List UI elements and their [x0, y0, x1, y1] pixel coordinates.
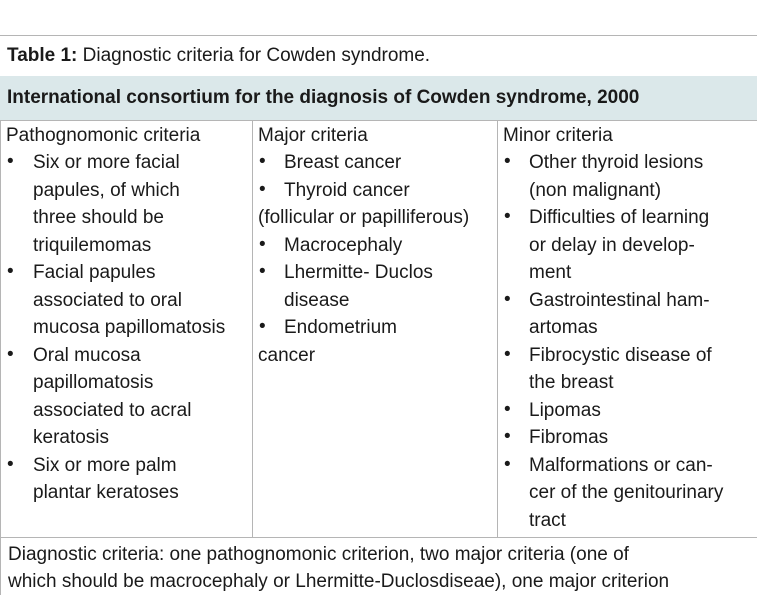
bullet-icon: • [7, 261, 14, 282]
column-major [252, 121, 498, 537]
list-item-line: tract [529, 510, 566, 531]
caption-label: Table 1: [7, 45, 78, 66]
column-title-major: Major criteria [258, 125, 368, 146]
caption-text: Diagnostic criteria for Cowden syndrome. [77, 45, 431, 66]
list-item-line: ment [529, 262, 572, 283]
list-item-line: Six or more palm [33, 455, 177, 476]
bullet-icon: • [7, 344, 14, 365]
list-item-line: Breast cancer [284, 152, 402, 173]
list-item-line: cer of the genitourinary [529, 482, 724, 503]
list-item-line: three should be [33, 207, 164, 228]
list-item-line: Oral mucosa [33, 345, 141, 366]
table-caption [7, 45, 430, 67]
column-minor [497, 121, 757, 537]
column-title-pathognomonic: Pathognomonic criteria [6, 125, 201, 146]
list-item-line: Malformations or can- [529, 455, 713, 476]
list-item-line: Other thyroid lesions [529, 152, 704, 173]
list-item-line: Difficulties of learning [529, 207, 710, 228]
list-item-line: (follicular or papilliferous) [258, 207, 470, 228]
list-item-line: plantar keratoses [33, 482, 179, 503]
table-header-title: International consortium for the diagnosis of Cowden syndrome, 2000 [7, 87, 640, 108]
list-item-line: Fibrocystic disease of [529, 345, 712, 366]
list-item-line: disease [284, 290, 350, 311]
list-item-line: Endometrium [284, 317, 397, 338]
list-item-line: Facial papules [33, 262, 156, 283]
column-title-minor: Minor criteria [503, 125, 613, 146]
bullet-icon: • [504, 289, 511, 310]
list-item-line: mucosa papillomatosis [33, 317, 226, 338]
list-item-line: the breast [529, 372, 614, 393]
table-footer-row [0, 537, 757, 595]
list-item-line: Macrocephaly [284, 235, 403, 256]
bullet-icon: • [259, 261, 266, 282]
list-item-line: artomas [529, 317, 598, 338]
table-header-row [0, 76, 757, 121]
list-item-line: Lipomas [529, 400, 601, 421]
bullet-icon: • [504, 344, 511, 365]
list-item-line: cancer [258, 345, 316, 366]
bullet-icon: • [7, 454, 14, 475]
bullet-icon: • [504, 454, 511, 475]
list-item-line: Six or more facial [33, 152, 180, 173]
list-item-line: Thyroid cancer [284, 180, 410, 201]
list-item-line: Fibromas [529, 427, 609, 448]
list-item-line: papillomatosis [33, 372, 154, 393]
bullet-icon: • [504, 206, 511, 227]
table-caption-row [0, 35, 757, 77]
list-item-line: keratosis [33, 427, 110, 448]
bullet-icon: • [259, 151, 266, 172]
bullet-icon: • [504, 399, 511, 420]
bullet-icon: • [259, 179, 266, 200]
list-item-line: triquilemomas [33, 235, 152, 256]
bullet-icon: • [504, 151, 511, 172]
bullet-icon: • [259, 234, 266, 255]
list-item-line: Lhermitte- Duclos [284, 262, 433, 283]
bullet-icon: • [504, 426, 511, 447]
footer-text-line: Diagnostic criteria: one pathognomonic criterion, two major criteria (one of [8, 544, 629, 565]
list-item-line: or delay in develop- [529, 235, 695, 256]
list-item-line: papules, of which [33, 180, 180, 201]
list-item-line: Gastrointestinal ham- [529, 290, 710, 311]
bullet-icon: • [259, 316, 266, 337]
column-pathognomonic [0, 121, 253, 537]
list-item-line: associated to acral [33, 400, 192, 421]
list-item-line: associated to oral [33, 290, 182, 311]
footer-text-line: which should be macrocephaly or Lhermitte-Duclosdiseae), one major criterion [8, 571, 670, 592]
bullet-icon: • [7, 151, 14, 172]
list-item-line: (non malignant) [529, 180, 662, 201]
